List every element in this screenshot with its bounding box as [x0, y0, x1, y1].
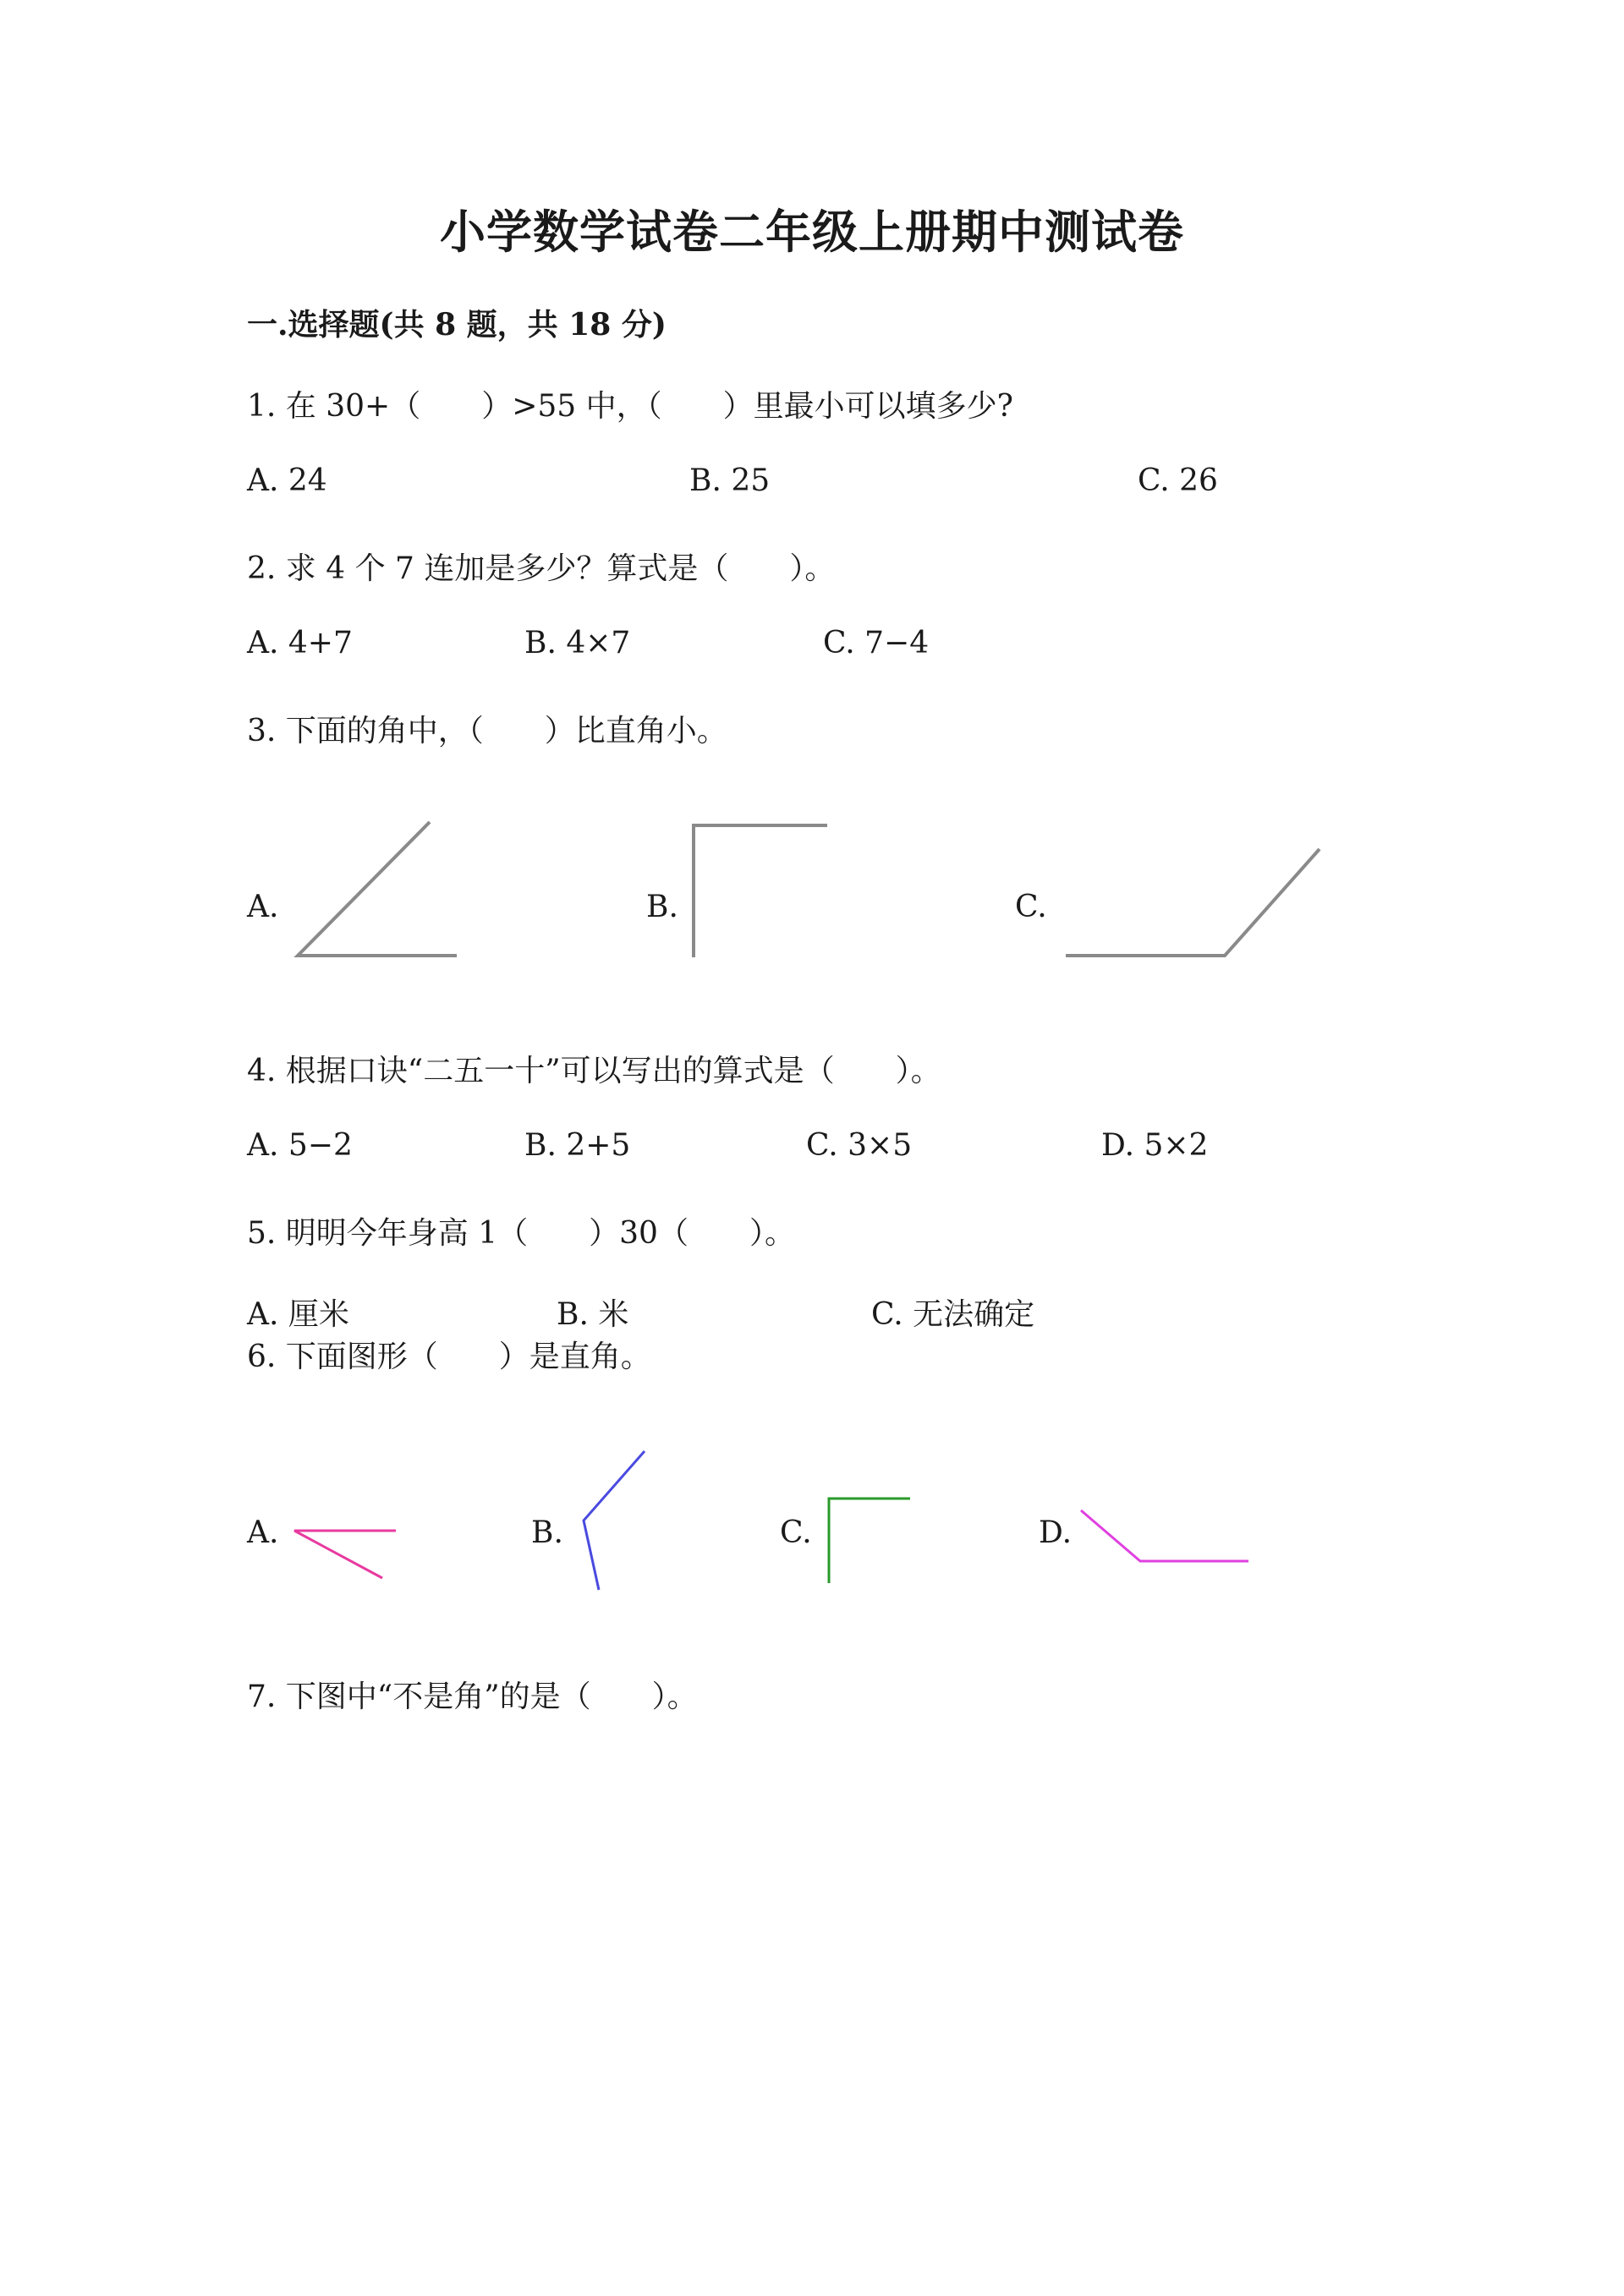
question-3: 3. 下面的角中，（ ）比直角小。 [247, 714, 727, 748]
q3-angle-c-figure [1062, 846, 1325, 964]
q6-figure-c [822, 1488, 915, 1590]
q6-figure-b [575, 1446, 651, 1598]
q6-option-b[interactable]: B. [531, 1515, 563, 1550]
q1-option-c[interactable]: C. 26 [1138, 463, 1218, 498]
q3-angle-b-figure [685, 812, 837, 964]
q2-option-b[interactable]: B. 4×7 [524, 626, 631, 660]
q3-option-a[interactable]: A. [247, 890, 279, 924]
question-4: 4. 根据口诀“二五一十”可以写出的算式是（ ）。 [247, 1054, 941, 1088]
q4-option-d[interactable]: D. 5×2 [1101, 1128, 1209, 1163]
q1-option-a[interactable]: A. 24 [247, 463, 327, 498]
question-2: 2. 求 4 个 7 连加是多少？算式是（ ）。 [247, 551, 836, 586]
question-7: 7. 下图中“不是角”的是（ ）。 [247, 1680, 698, 1714]
q2-option-a[interactable]: A. 4+7 [247, 626, 353, 660]
q3-option-b[interactable]: B. [646, 890, 678, 924]
q5-option-c[interactable]: C. 无法确定 [871, 1297, 1035, 1332]
section-heading: 一.选择题(共 8 题，共 18 分) [247, 307, 667, 342]
q1-option-b[interactable]: B. 25 [689, 463, 771, 498]
page-title: 小学数学试卷二年级上册期中测试卷 [440, 205, 1184, 259]
q4-option-b[interactable]: B. 2+5 [524, 1128, 631, 1163]
q6-option-d[interactable]: D. [1039, 1515, 1073, 1550]
q6-figure-d [1076, 1505, 1254, 1573]
q5-option-a[interactable]: A. 厘米 [247, 1297, 349, 1332]
q2-option-c[interactable]: C. 7−4 [823, 626, 930, 660]
q6-option-c[interactable]: C. [780, 1515, 812, 1550]
q3-angle-a-figure [288, 812, 465, 964]
q5-option-b[interactable]: B. 米 [557, 1297, 629, 1332]
question-5: 5. 明明今年身高 1（ ）30（ ）。 [247, 1216, 795, 1251]
q4-option-c[interactable]: C. 3×5 [806, 1128, 913, 1163]
q3-option-c[interactable]: C. [1015, 890, 1047, 924]
q4-option-a[interactable]: A. 5−2 [247, 1128, 353, 1163]
q6-option-a[interactable]: A. [247, 1515, 279, 1550]
question-6: 6. 下面图形（ ）是直角。 [247, 1340, 651, 1374]
q6-figure-a [288, 1514, 406, 1590]
question-1: 1. 在 30+（ ）>55 中，（ ）里最小可以填多少? [247, 389, 1013, 424]
